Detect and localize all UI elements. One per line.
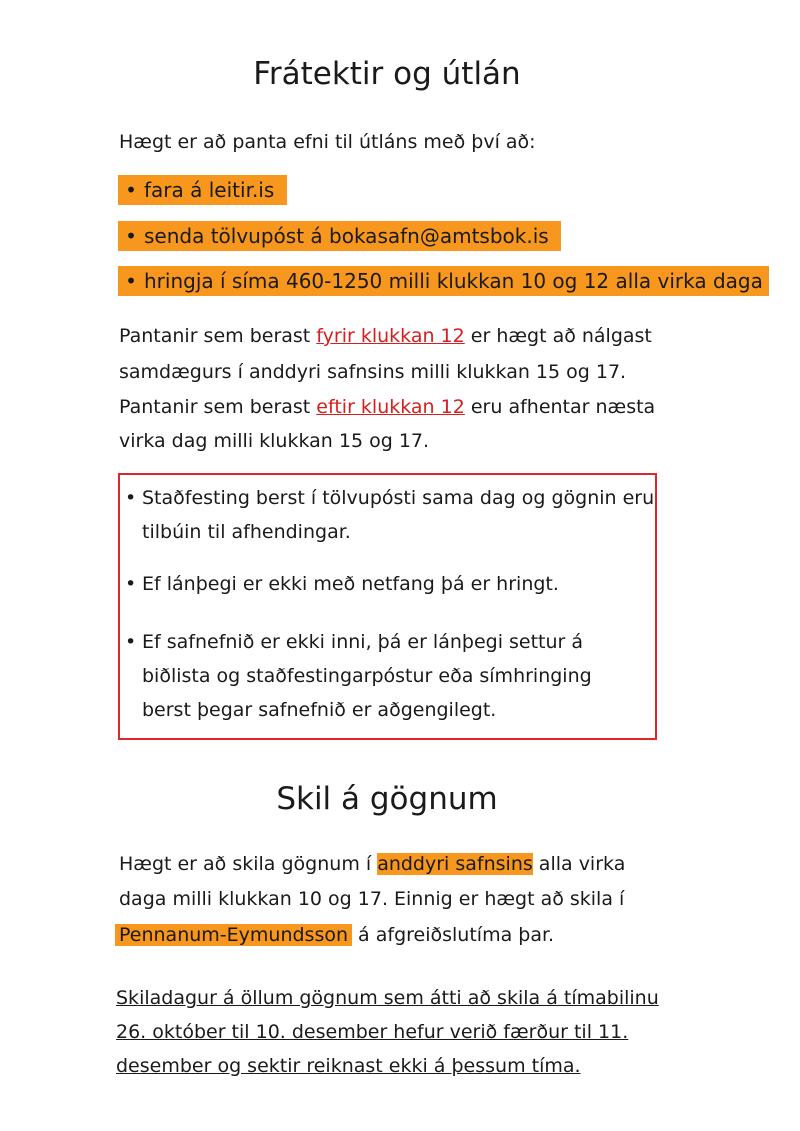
before-noon-link[interactable]: fyrir klukkan 12: [316, 325, 465, 347]
page-title: Frátektir og útlán: [253, 56, 521, 92]
notice-item-3-line-1: Ef safnefnið er ekki inni, þá er lánþegi settur á: [142, 631, 584, 653]
pickup-text: Pantanir sem berast: [119, 325, 317, 347]
notice-item-2: Ef lánþegi er ekki með netfang þá er hringt.: [142, 573, 559, 595]
option-item-leitir: [118, 175, 287, 205]
bullet-icon: •: [125, 269, 137, 293]
returns-text: alla virka: [532, 853, 626, 875]
notice-bullet: •: [125, 573, 137, 595]
option-label: fara á leitir.is: [144, 178, 275, 202]
notice-bullet: •: [125, 631, 137, 653]
bullet-icon: •: [125, 224, 137, 248]
pickup-line-1: [119, 325, 652, 347]
option-item-phone: [118, 266, 769, 296]
due-date-notice-line-3: desember og sektir reiknast ekki á þessum tíma.: [116, 1055, 581, 1077]
pickup-text: er hægt að nálgast: [464, 325, 652, 347]
pickup-text: eru afhentar næsta: [464, 396, 656, 418]
returns-line-2: daga milli klukkan 10 og 17. Einnig er hægt að skila í: [119, 888, 625, 910]
notice-item-3-line-2: biðlista og staðfestingarpóstur eða símhringing: [142, 665, 592, 687]
pickup-line-2: samdægurs í anddyri safnsins milli klukkan 15 og 17.: [119, 361, 627, 383]
returns-line-1: [119, 853, 625, 875]
bullet-icon: •: [125, 178, 137, 202]
section-title-returns: Skil á gögnum: [276, 781, 498, 817]
returns-line-3: [115, 924, 554, 946]
notice-item-3-line-3: berst þegar safnefnið er aðgengilegt.: [142, 699, 497, 721]
due-date-notice-line-1: Skiladagur á öllum gögnum sem átti að skila á tímabilinu: [116, 987, 659, 1009]
after-noon-link[interactable]: eftir klukkan 12: [316, 396, 465, 418]
notice-item-1-line-2: tilbúin til afhendingar.: [142, 521, 351, 543]
pickup-text: Pantanir sem berast: [119, 396, 317, 418]
returns-text: á afgreiðslutíma þar.: [352, 924, 555, 946]
notice-item-1-line-1: Staðfesting berst í tölvupósti sama dag og gögnin eru: [142, 487, 655, 509]
store-highlight: Pennanum-Eymundsson: [115, 924, 352, 946]
option-item-email: [118, 221, 561, 251]
notice-bullet: •: [125, 487, 137, 509]
due-date-notice-line-2: 26. október til 10. desember hefur verið færður til 11.: [116, 1021, 629, 1043]
returns-text: Hægt er að skila gögnum í: [119, 853, 378, 875]
pickup-line-3: [119, 396, 655, 418]
intro-text: Hægt er að panta efni til útláns með því að:: [119, 131, 536, 153]
option-label: hringja í síma 460-1250 milli klukkan 10 og 12 alla virka daga: [144, 269, 763, 293]
pickup-line-4: virka dag milli klukkan 15 og 17.: [119, 430, 430, 452]
option-label: senda tölvupóst á bokasafn@amtsbok.is: [144, 224, 549, 248]
lobby-highlight: anddyri safnsins: [377, 853, 533, 875]
